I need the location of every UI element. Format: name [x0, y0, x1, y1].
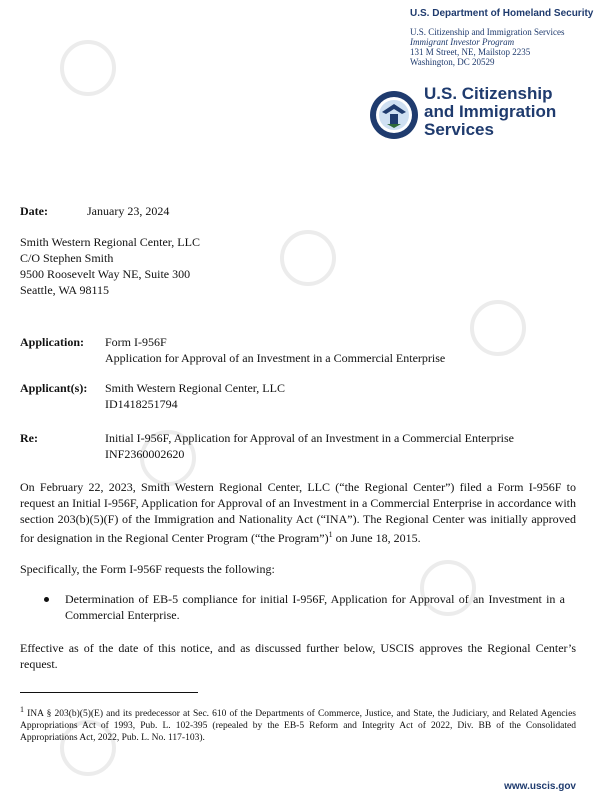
footnote-text: INA § 203(b)(5)(E) and its predecessor at Sec. 610 of the Departments of Commerce, Justice, and State, the Judiciary, and Related Agencies Appropriations Act of 1993, Pub. L. 102-395 (repealed by the EB-5 Reform and Integrity Act of 2022, Div. BB of the Consolidated Appropriations Act, 2022, Pub. L. No. 117-103).	[20, 709, 576, 744]
bullet-item: Determination of EB-5 compliance for initial I-956F, Application for Approval of an Investment in a Commercial Enterprise.	[65, 592, 565, 622]
re-line: INF2360002620	[105, 447, 185, 461]
address-line: Washington, DC 20529	[410, 57, 495, 67]
applicant-line: ID1418251794	[105, 397, 178, 411]
date-value: January 23, 2024	[87, 204, 170, 218]
application-label: Application:	[20, 335, 85, 349]
dhs-seal-icon	[369, 90, 419, 140]
department-name: U.S. Department of Homeland Security	[410, 8, 594, 19]
address-line: U.S. Citizenship and Immigration Services	[410, 27, 565, 37]
applicant-value	[105, 380, 285, 412]
watermark-globe-icon	[60, 40, 116, 96]
letterhead	[410, 8, 595, 67]
re-line: Initial I-956F, Application for Approval of an Investment in a Commercial Enterprise	[105, 431, 514, 445]
footnote	[20, 704, 576, 744]
bullet-icon	[44, 597, 49, 602]
office-address	[410, 27, 595, 67]
application-line: Form I-956F	[105, 335, 167, 349]
recipient-block	[20, 234, 200, 298]
footnote-divider	[20, 692, 198, 693]
application-value	[105, 334, 445, 366]
address-line: 131 M Street, NE, Mailstop 2235	[410, 47, 531, 57]
application-line: Application for Approval of an Investment in a Commercial Enterprise	[105, 351, 446, 365]
agency-name-line: U.S. Citizenship	[424, 84, 553, 103]
body-paragraph-3: Effective as of the date of this notice, and as discussed further below, USCIS approves the Regional Center’s request.	[20, 641, 576, 671]
recipient-line: C/O Stephen Smith	[20, 251, 114, 265]
applicant-line: Smith Western Regional Center, LLC	[105, 381, 285, 395]
watermark-globe-icon	[280, 230, 336, 286]
recipient-line: 9500 Roosevelt Way NE, Suite 300	[20, 267, 191, 281]
re-value	[105, 430, 514, 462]
recipient-line: Seattle, WA 98115	[20, 283, 109, 297]
footnote-number: 1	[20, 705, 24, 714]
date-label: Date:	[20, 204, 48, 218]
recipient-line: Smith Western Regional Center, LLC	[20, 235, 200, 249]
footnote-ref: 1	[328, 530, 333, 539]
body-paragraph-1	[20, 479, 576, 546]
applicant-label: Applicant(s):	[20, 381, 88, 395]
body-paragraph-2: Specifically, the Form I-956F requests the following:	[20, 562, 275, 576]
agency-name-line: Services	[424, 120, 494, 139]
re-label: Re:	[20, 431, 38, 445]
paragraph-text: On February 22, 2023, Smith Western Regional Center, LLC (“the Regional Center”) filed a Form I-956F to request an Initial I-956F, Application for Approval of an Investment in a Commercial Enterprise in accordance with section 203(b)(5)(F) of the Immigration and Nationality Act (“INA”). The Regional Center was initially approved for designation in the Regional Center Program (“the Program”)	[20, 480, 576, 545]
agency-name	[424, 85, 556, 139]
paragraph-text: on June 18, 2015.	[332, 531, 421, 545]
watermark-globe-icon	[470, 300, 526, 356]
agency-name-line: and Immigration	[424, 102, 557, 121]
website-link[interactable]: www.uscis.gov	[504, 781, 576, 792]
address-line: Immigrant Investor Program	[410, 37, 515, 47]
